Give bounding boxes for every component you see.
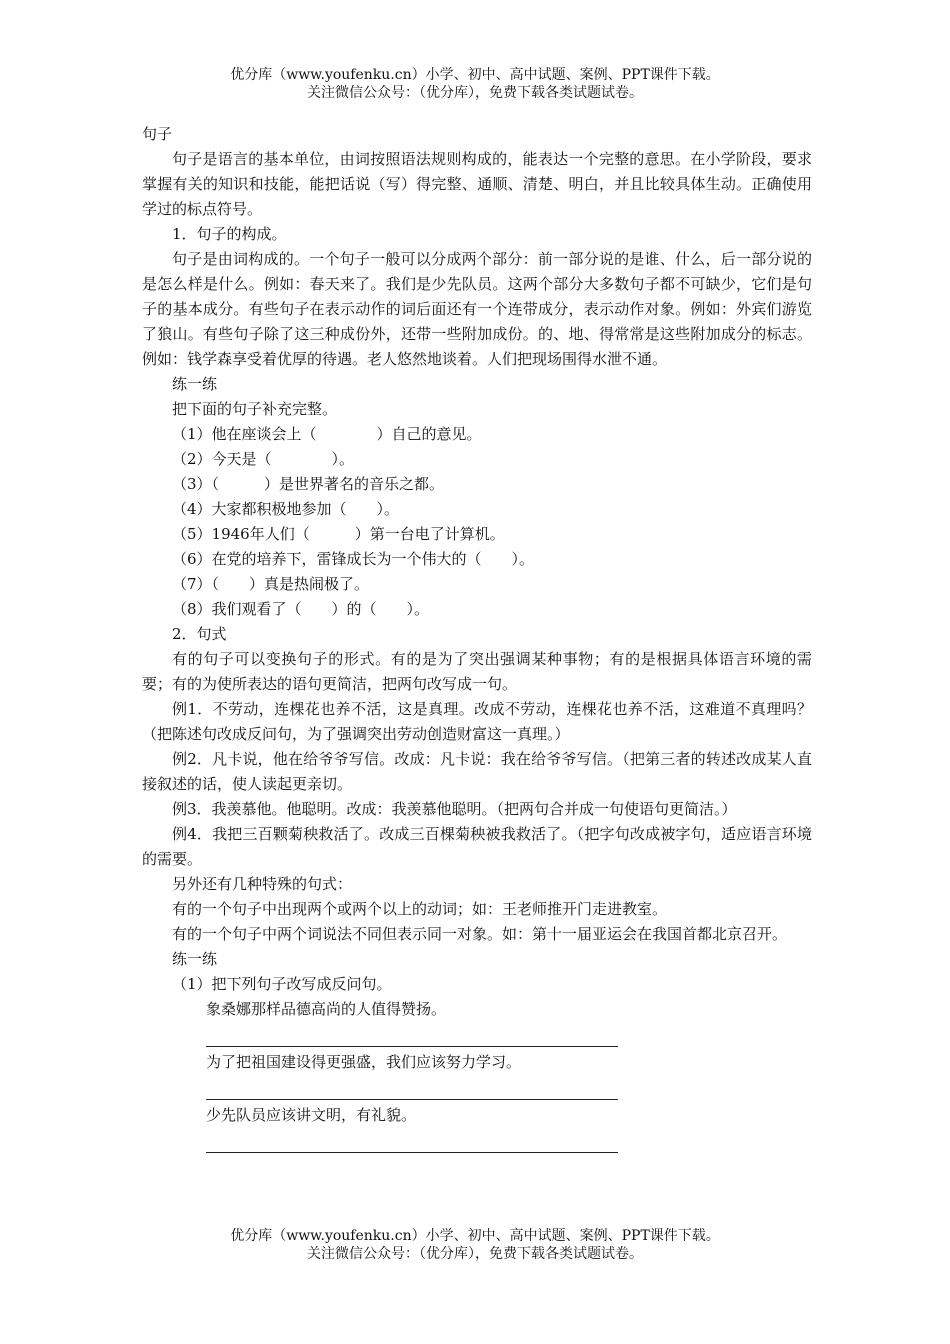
page-header xyxy=(0,66,950,102)
answer-line[interactable] xyxy=(206,1022,618,1047)
task-sentence: 为了把祖国建设得更强盛，我们应该努力学习。 xyxy=(206,1053,522,1071)
header-line-2: 关注微信公众号：（优分库），免费下载各类试题试卷。 xyxy=(307,85,643,101)
fill-in-list xyxy=(142,422,812,622)
fill-in-item: （4）大家都积极地参加（ ）。 xyxy=(172,500,400,518)
section-2-body: 有的句子可以变换句子的形式。有的是为了突出强调某种事物；有的是根据具体语言环境的需要；有的为使所表达的语句更简洁，把两句改写成一句。 xyxy=(142,650,812,693)
section-1-body: 句子是由词构成的。一个句子一般可以分成两个部分：前一部分说的是谁、什么，后一部分说的是怎么样是什么。例如：春天来了。我们是少先队员。这两个部分大多数句子都不可缺少，它们是句子的基本成分。有些句子在表示动作的词后面还有一个连带成分，表示动作对象。例如：外宾们游览了狼山。有些句子除了这三种成份外，还带一些附加成份。的、地、得常常是这些附加成分的标志。例如：钱学森享受着优厚的待遇。老人悠然地谈着。人们把现场围得水泄不通。 xyxy=(142,250,812,368)
answer-line[interactable] xyxy=(206,1128,618,1153)
section-1-practice-instruction: 把下面的句子补充完整。 xyxy=(172,400,338,418)
section-2-heading: 2．句式 xyxy=(172,625,227,643)
document-title: 句子 xyxy=(142,125,173,143)
fill-in-item: （3）（ ）是世界著名的音乐之都。 xyxy=(172,475,445,493)
special-pattern-1: 有的一个句子中出现两个或两个以上的动词；如：王老师推开门走进教室。 xyxy=(172,900,668,918)
task-sentence: 象桑娜那样品德高尚的人值得赞扬。 xyxy=(206,1000,447,1018)
fill-in-item: （6）在党的培养下，雷锋成长为一个伟大的（ ）。 xyxy=(172,550,535,568)
special-intro: 另外还有几种特殊的句式： xyxy=(172,875,353,893)
example-1: 例1．不劳动，连棵花也养不活，这是真理。改成不劳动，连棵花也养不活，这难道不真理吗？（把陈述句改成反问句，为了强调突出劳动创造财富这一真理。） xyxy=(142,700,812,743)
example-3: 例3．我羡慕他。他聪明。改成：我羡慕他聪明。（把两句合并成一句使语句更简洁。） xyxy=(172,800,737,818)
section-1-practice-title: 练一练 xyxy=(172,375,218,393)
fill-in-item: （7）（ ）真是热闹极了。 xyxy=(172,575,370,593)
intro-paragraph: 句子是语言的基本单位，由词按照语法规则构成的，能表达一个完整的意思。在小学阶段，要求掌握有关的知识和技能，能把话说（写）得完整、通顺、清楚、明白，并且比较具体生动。正确使用学过的标点符号。 xyxy=(142,150,812,218)
example-4: 例4．我把三百颗菊秧救活了。改成三百棵菊秧被我救活了。（把字句改成被字句，适应语言环境的需要。 xyxy=(142,825,812,868)
footer-line-1: 优分库（www.youfenku.cn）小学、初中、高中试题、案例、PPT课件下载。 xyxy=(230,1228,720,1244)
answer-line[interactable] xyxy=(206,1075,618,1100)
section-1-heading: 1．句子的构成。 xyxy=(172,225,287,243)
task-sentence: 少先队员应该讲文明，有礼貌。 xyxy=(206,1106,417,1124)
fill-in-item: （2）今天是（ ）。 xyxy=(172,450,355,468)
fill-in-item: （5）1946年人们（ ）第一台电了计算机。 xyxy=(172,525,505,543)
fill-in-item: （1）他在座谈会上（ ）自己的意见。 xyxy=(172,425,482,443)
document-body xyxy=(142,122,812,1156)
header-line-1: 优分库（www.youfenku.cn）小学、初中、高中试题、案例、PPT课件下载。 xyxy=(230,67,720,83)
special-pattern-2: 有的一个句子中两个词说法不同但表示同一对象。如：第十一届亚运会在我国首都北京召开。 xyxy=(172,925,788,943)
section-2-practice-title: 练一练 xyxy=(172,950,218,968)
task-1-instruction: （1）把下列句子改写成反问句。 xyxy=(172,975,392,993)
example-2: 例2．凡卡说，他在给爷爷写信。改成：凡卡说：我在给爷爷写信。（把第三者的转述改成某人直接叙述的话，使人读起更亲切。 xyxy=(142,750,812,793)
fill-in-item: （8）我们观看了（ ）的（ ）。 xyxy=(172,600,430,618)
page-footer xyxy=(0,1227,950,1263)
footer-line-2: 关注微信公众号：（优分库），免费下载各类试题试卷。 xyxy=(307,1246,643,1262)
